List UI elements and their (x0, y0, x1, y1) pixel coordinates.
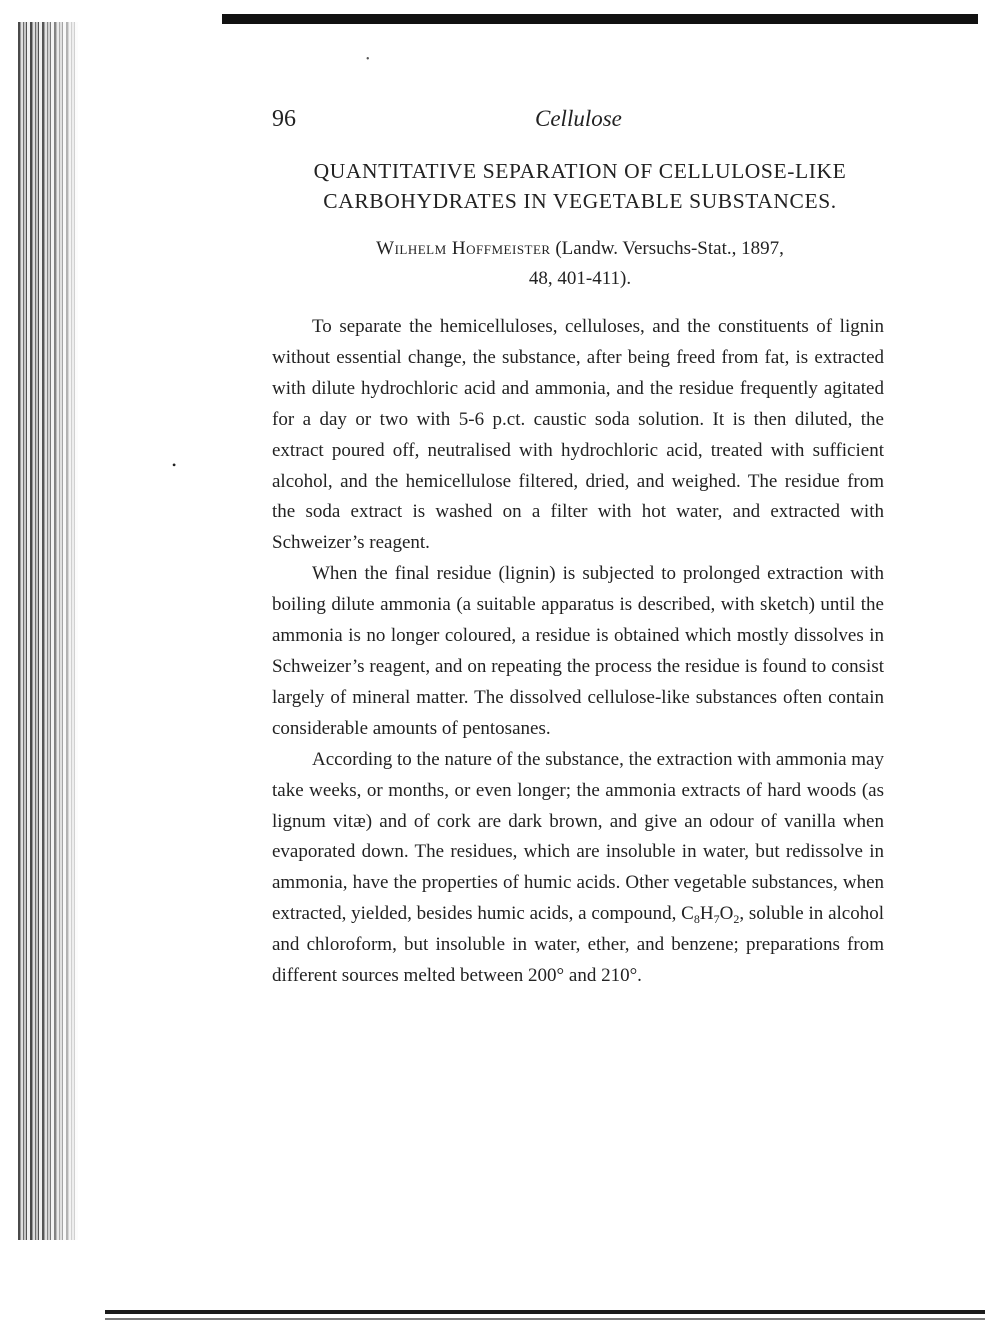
paragraph-2: When the final residue (lignin) is subjected to prolonged extraction with boiling dilute ammonia (a suitable apparatus is described, with sketch) until the ammonia is no longer coloured, a residue is obtained which mostly dissolves in Schweizer’s reagent, and on repeating the process the residue is found to consist largely of mineral matter. The dissolved cellulose-like substances often contain considerable amounts of pentosanes. (272, 563, 884, 739)
binding-shadow (40, 22, 80, 1240)
title-line-1: QUANTITATIVE SEPARATION OF CELLULOSE-LIKE (313, 159, 847, 183)
scan-speck: • (366, 54, 370, 65)
scan-speck: • (172, 458, 177, 472)
bottom-scan-border-thin (105, 1318, 985, 1320)
citation-line-2: 48, 401-411). (528, 268, 632, 289)
author-name: Wilhelm Hoffmeister (376, 238, 551, 259)
article-title (272, 156, 888, 216)
page-number: 96 (272, 106, 296, 132)
author-citation (272, 234, 888, 294)
author-line (272, 234, 888, 264)
paragraph-3-text-b: , soluble in alcohol and chloroform, but insoluble in water, ether, and benzene; preparations from different sources melted between 200° and 210°. (272, 903, 885, 987)
citation: (Landw. Versuchs-Stat., 1897, (555, 238, 784, 259)
paragraph-1: To separate the hemicelluloses, celluloses, and the constituents of lignin without essential change, the substance, after being freed from fat, is extracted with dilute hydrochloric acid and ammonia, and the residue frequently agitated for a day or two with 5-6 p.ct. caustic soda solution. It is then diluted, the extract poured off, neutralised with hydrochloric acid, treated with sufficient alcohol, and the hemicellulose filtered, dried, and weighed. The residue from the soda extract is washed on a filter with hot water, and extracted with Schweizer’s reagent. (272, 316, 884, 554)
running-head: Cellulose (535, 106, 622, 131)
paragraph-3 (272, 745, 884, 992)
paragraph-3-text-a: According to the nature of the substance, the extraction with ammonia may take weeks, or months, or even longer; the ammonia extracts of hard woods (as lignum vitæ) and of cork are dark brown, and give an odour of vanilla when evaporated down. The residues, which are insoluble in water, but redissolve in ammonia, have the properties of humic acids. Other vegetable substances, when extracted, yielded, besides humic acids, a compound, (272, 748, 884, 925)
article-body (272, 312, 884, 992)
bottom-scan-border (105, 1310, 985, 1314)
top-scan-border (222, 14, 978, 24)
chemical-formula: $C_8H_7O_2$ (681, 903, 740, 927)
title-line-2: CARBOHYDRATES IN VEGETABLE SUBSTANCES. (323, 189, 837, 213)
